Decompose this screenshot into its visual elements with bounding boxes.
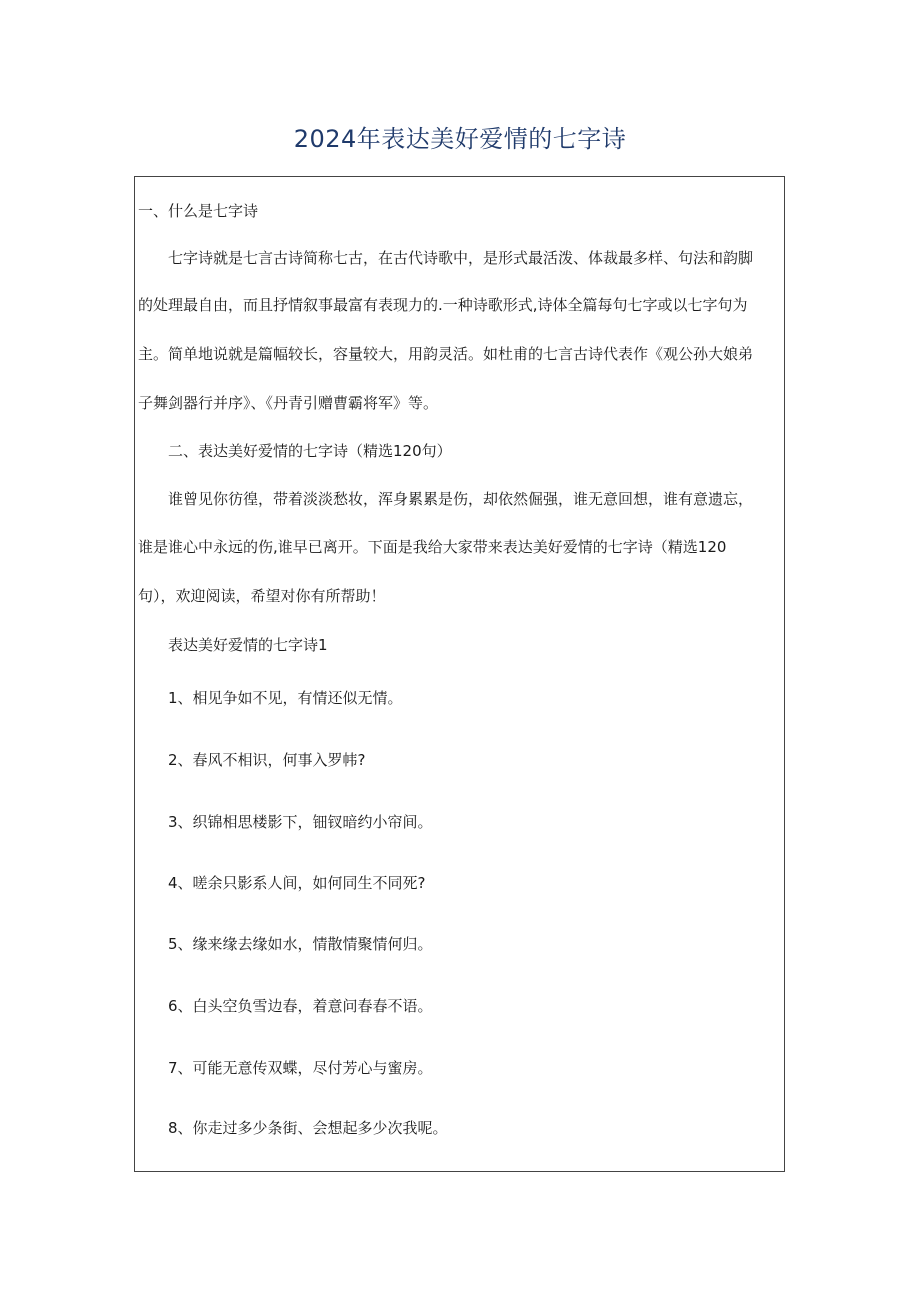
intro-line: 七字诗就是七言古诗简称七古，在古代诗歌中，是形式最活泼、体裁最多样、句法和韵脚 [168, 249, 754, 267]
intro-line: 主。简单地说就是篇幅较长，容量较大，用韵灵活。如杜甫的七言古诗代表作《观公孙大娘弟 [138, 345, 754, 363]
section-heading-poems: 二、表达美好爱情的七字诗（精选120句） [168, 442, 452, 460]
intro-line: 子舞剑器行并序》、《丹青引赠曹霸将军》等。 [138, 394, 439, 412]
intro-line: 的处理最自由，而且抒情叙事最富有表现力的.一种诗歌形式,诗体全篇每句七字或以七字句为 [138, 296, 748, 314]
lead-line: 谁是谁心中永远的伤,谁早已离开。下面是我给大家带来表达美好爱情的七字诗（精选120 [138, 538, 727, 556]
poem-line: 4、嗟余只影系人间，如何同生不同死? [168, 874, 426, 892]
poem-line: 6、白头空负雪边春，着意问春春不语。 [168, 997, 433, 1015]
content-box [134, 176, 785, 1172]
page-title: 2024年表达美好爱情的七字诗 [293, 125, 627, 153]
poem-line: 1、相见争如不见，有情还似无情。 [168, 689, 403, 707]
poem-line: 3、织锦相思楼影下，钿钗暗约小帘间。 [168, 813, 433, 831]
section-heading-what-is: 一、什么是七字诗 [138, 202, 259, 220]
poem-subheading: 表达美好爱情的七字诗1 [168, 636, 328, 654]
poem-line: 8、你走过多少条街、会想起多少次我呢。 [168, 1119, 448, 1137]
poem-line: 2、春风不相识，何事入罗帏? [168, 751, 366, 769]
poem-line: 5、缘来缘去缘如水，情散情聚情何归。 [168, 935, 433, 953]
lead-line: 谁曾见你彷徨，带着淡淡愁妆，浑身累累是伤，却依然倔强，谁无意回想，谁有意遗忘， [168, 490, 754, 508]
lead-line: 句），欢迎阅读，希望对你有所帮助！ [138, 587, 386, 605]
poem-line: 7、可能无意传双蝶，尽付芳心与蜜房。 [168, 1059, 433, 1077]
